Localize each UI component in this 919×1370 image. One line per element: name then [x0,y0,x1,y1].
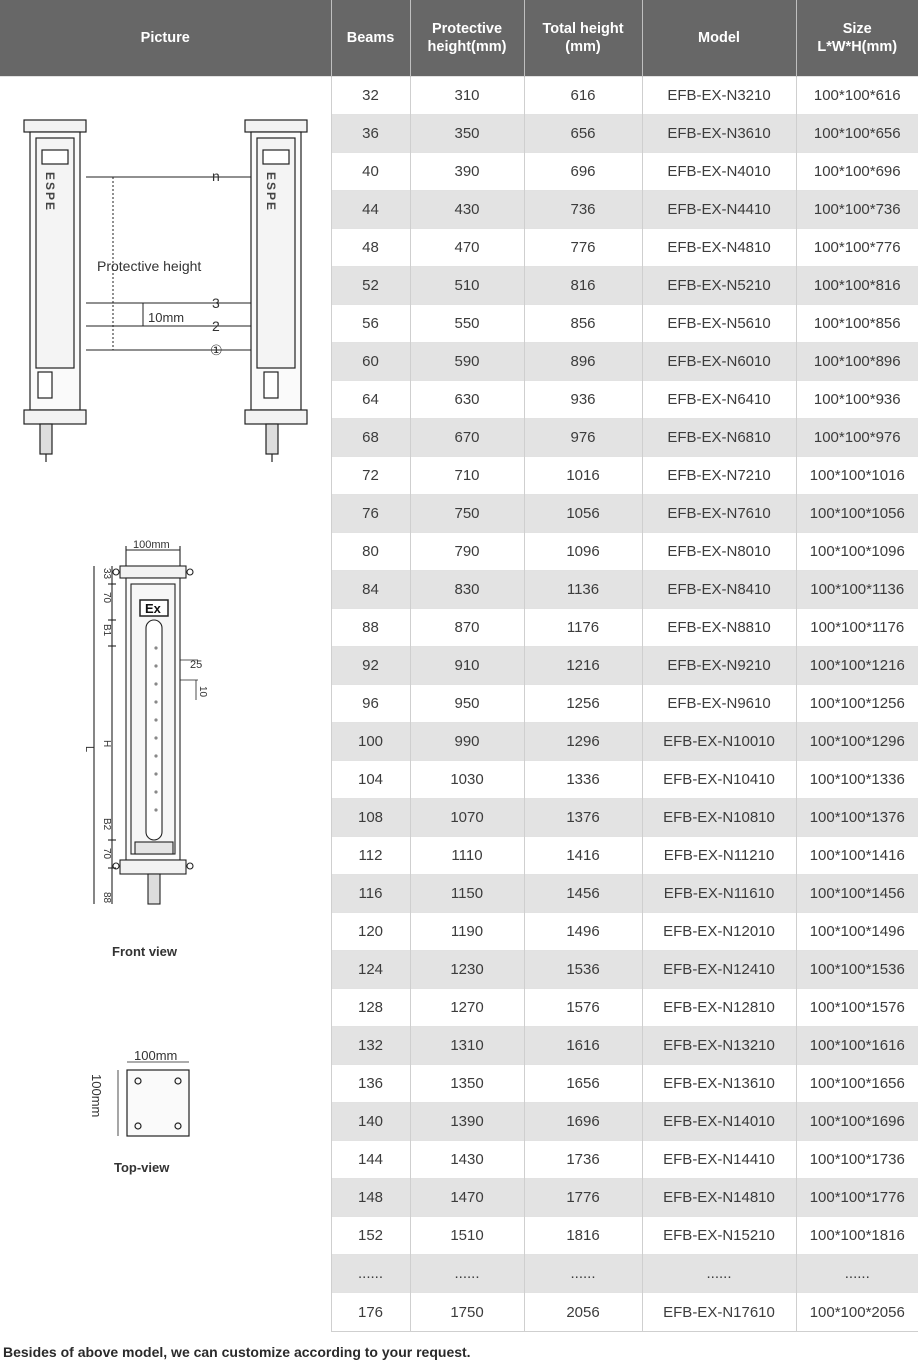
dim-l: L [83,746,95,753]
cell-beams: 68 [331,419,410,457]
cell-model: EFB-EX-N4810 [642,229,796,267]
cell-size: 100*100*776 [796,229,918,267]
cell-total: 696 [524,153,642,191]
cell-total: 896 [524,343,642,381]
cell-size: 100*100*1456 [796,875,918,913]
cell-total: 1536 [524,951,642,989]
cell-model: EFB-EX-N10010 [642,723,796,761]
header-size-line2: L*W*H(mm) [817,39,898,55]
cell-total: 1056 [524,495,642,533]
cell-beams: 136 [331,1065,410,1103]
header-total-height [524,0,642,77]
cell-protective: 350 [410,115,524,153]
product-diagrams [0,0,331,1329]
top-width-label: 100mm [134,1048,178,1063]
cell-total: 1176 [524,609,642,647]
cell-total: 936 [524,381,642,419]
cell-size: 100*100*936 [796,381,918,419]
cell-model: EFB-EX-N14410 [642,1141,796,1179]
cell-model: EFB-EX-N13210 [642,1027,796,1065]
cell-model: EFB-EX-N17610 [642,1293,796,1332]
cell-beams: 124 [331,951,410,989]
cell-protective: 1190 [410,913,524,951]
cell-beams: 96 [331,685,410,723]
cell-model: EFB-EX-N6810 [642,419,796,457]
cell-total: 1496 [524,913,642,951]
dim-33: 33 [101,568,112,580]
cell-protective: 1270 [410,989,524,1027]
header-size-line1: Size [842,21,872,37]
cell-total: 1216 [524,647,642,685]
dim-70-bottom: 70 [101,848,112,860]
cell-protective: 830 [410,571,524,609]
cell-beams: 76 [331,495,410,533]
cell-beams: 112 [331,837,410,875]
cell-protective: 670 [410,419,524,457]
cell-total: 656 [524,115,642,153]
dim-b2: B2 [101,818,112,831]
cell-size: 100*100*1616 [796,1027,918,1065]
cell-model: EFB-EX-N13610 [642,1065,796,1103]
cell-size: 100*100*1336 [796,761,918,799]
cell-protective: 1070 [410,799,524,837]
cell-total: 776 [524,229,642,267]
cell-protective: 510 [410,267,524,305]
cell-size: 100*100*1816 [796,1217,918,1255]
header-beams: Beams [331,0,410,77]
espe-label-right: ESPE [264,172,278,213]
cell-protective: 1230 [410,951,524,989]
cell-size: 100*100*1216 [796,647,918,685]
top-depth-label: 100mm [89,1074,104,1118]
pitch-label: 25 [190,659,203,671]
protective-height-label: Protective height [97,258,202,274]
cell-beams: 64 [331,381,410,419]
cell-protective: 430 [410,191,524,229]
cell-model: EFB-EX-N15210 [642,1217,796,1255]
cell-beams: 132 [331,1027,410,1065]
cell-model: EFB-EX-N9210 [642,647,796,685]
top-view-diagram [118,1062,189,1136]
cell-protective: 950 [410,685,524,723]
cell-beams: 56 [331,305,410,343]
cell-model: EFB-EX-N5610 [642,305,796,343]
cell-model: EFB-EX-N6010 [642,343,796,381]
cell-protective: 550 [410,305,524,343]
cell-total: 856 [524,305,642,343]
beam-mark-2: 2 [212,318,220,334]
dim-h: H [101,740,112,748]
cell-protective: ...... [410,1255,524,1293]
cell-protective: 710 [410,457,524,495]
cell-beams: 80 [331,533,410,571]
cell-beams: 88 [331,609,410,647]
cell-total: 1656 [524,1065,642,1103]
cell-total: 2056 [524,1293,642,1332]
cell-model: EFB-EX-N12810 [642,989,796,1027]
top-view-caption: Top-view [114,1160,170,1175]
cell-beams: 40 [331,153,410,191]
cell-beams: 116 [331,875,410,913]
cell-protective: 1510 [410,1217,524,1255]
cell-beams: 32 [331,77,410,115]
header-total-line1: Total height [542,21,624,37]
header-picture: Picture [0,0,331,77]
cell-total: 1256 [524,685,642,723]
cell-size: 100*100*1496 [796,913,918,951]
cell-beams: 100 [331,723,410,761]
cell-protective: 1750 [410,1293,524,1332]
cell-protective: 870 [410,609,524,647]
cell-total: 1696 [524,1103,642,1141]
cell-protective: 1150 [410,875,524,913]
cell-protective: 1310 [410,1027,524,1065]
header-protective-line1: Protective [431,21,503,37]
cell-model: EFB-EX-N12010 [642,913,796,951]
cell-protective: 310 [410,77,524,115]
cell-model: EFB-EX-N6410 [642,381,796,419]
cell-size: 100*100*1136 [796,571,918,609]
cell-protective: 1470 [410,1179,524,1217]
beam-mark-3: 3 [212,295,220,311]
cell-beams: 144 [331,1141,410,1179]
beam-mark-1: ① [210,342,223,358]
cell-size: 100*100*896 [796,343,918,381]
cell-size: 100*100*1096 [796,533,918,571]
cell-size: 100*100*736 [796,191,918,229]
cell-beams: 72 [331,457,410,495]
cell-total: 1136 [524,571,642,609]
cell-size: 100*100*856 [796,305,918,343]
cell-protective: 1030 [410,761,524,799]
cell-total: 736 [524,191,642,229]
cell-protective: 1390 [410,1103,524,1141]
cell-size: 100*100*1736 [796,1141,918,1179]
cell-beams: 48 [331,229,410,267]
cell-protective: 910 [410,647,524,685]
cell-beams: 128 [331,989,410,1027]
cell-beams: 152 [331,1217,410,1255]
cell-model: EFB-EX-N10810 [642,799,796,837]
cell-model: EFB-EX-N8410 [642,571,796,609]
front-width-label: 100mm [133,539,170,551]
cell-beams: 36 [331,115,410,153]
cell-size: 100*100*1576 [796,989,918,1027]
cell-total: 1376 [524,799,642,837]
cell-total: 1456 [524,875,642,913]
cell-model: EFB-EX-N8810 [642,609,796,647]
cell-size: 100*100*656 [796,115,918,153]
cell-model: EFB-EX-N14010 [642,1103,796,1141]
cell-size: 100*100*1536 [796,951,918,989]
cell-size: ...... [796,1255,918,1293]
lens-label: 10 [197,686,208,698]
espe-label-left: ESPE [43,172,57,213]
cell-total: 1016 [524,457,642,495]
cell-size: 100*100*1656 [796,1065,918,1103]
cell-size: 100*100*2056 [796,1293,918,1332]
cell-size: 100*100*1776 [796,1179,918,1217]
cell-beams: 104 [331,761,410,799]
cell-protective: 1110 [410,837,524,875]
cell-total: 1296 [524,723,642,761]
cell-total: 1736 [524,1141,642,1179]
cell-size: 100*100*696 [796,153,918,191]
ex-label: Ex [145,601,161,616]
cell-model: EFB-EX-N4010 [642,153,796,191]
cell-total: 616 [524,77,642,115]
cell-protective: 1430 [410,1141,524,1179]
cell-model: EFB-EX-N9610 [642,685,796,723]
front-view-caption: Front view [112,944,178,959]
cell-protective: 470 [410,229,524,267]
cell-beams: 108 [331,799,410,837]
cell-beams: 120 [331,913,410,951]
cell-model: EFB-EX-N3210 [642,77,796,115]
header-protective-height [410,0,524,77]
cell-size: 100*100*1416 [796,837,918,875]
cell-model: EFB-EX-N14810 [642,1179,796,1217]
cell-total: 1416 [524,837,642,875]
spacing-label: 10mm [148,310,185,325]
cell-model: EFB-EX-N7610 [642,495,796,533]
header-protective-line2: height(mm) [427,39,507,55]
cell-beams: 52 [331,267,410,305]
cell-protective: 390 [410,153,524,191]
cell-model: EFB-EX-N11610 [642,875,796,913]
cell-beams: 176 [331,1293,410,1332]
cell-size: 100*100*1176 [796,609,918,647]
cell-protective: 1350 [410,1065,524,1103]
cell-size: 100*100*816 [796,267,918,305]
cell-beams: 60 [331,343,410,381]
cell-beams: 140 [331,1103,410,1141]
cell-total: 1776 [524,1179,642,1217]
cell-model: ...... [642,1255,796,1293]
dim-70-top: 70 [101,592,112,604]
cell-protective: 790 [410,533,524,571]
cell-model: EFB-EX-N8010 [642,533,796,571]
cell-total: 1816 [524,1217,642,1255]
cell-size: 100*100*1696 [796,1103,918,1141]
cell-size: 100*100*616 [796,77,918,115]
dim-b1: B1 [101,624,112,637]
cell-total: ...... [524,1255,642,1293]
cell-model: EFB-EX-N12410 [642,951,796,989]
footnote: Besides of above model, we can customize according to your request. [3,1344,471,1360]
cell-beams: 92 [331,647,410,685]
cell-total: 1616 [524,1027,642,1065]
cell-beams: 84 [331,571,410,609]
cell-beams: 44 [331,191,410,229]
cell-model: EFB-EX-N7210 [642,457,796,495]
cell-total: 1576 [524,989,642,1027]
cell-protective: 590 [410,343,524,381]
cell-beams: 148 [331,1179,410,1217]
cell-total: 816 [524,267,642,305]
cell-model: EFB-EX-N3610 [642,115,796,153]
cell-total: 1096 [524,533,642,571]
cell-size: 100*100*1056 [796,495,918,533]
cell-size: 100*100*1296 [796,723,918,761]
cell-model: EFB-EX-N4410 [642,191,796,229]
cell-size: 100*100*1376 [796,799,918,837]
dim-88: 88 [101,892,112,904]
beam-mark-n: n [212,168,220,184]
header-model: Model [642,0,796,77]
cell-size: 100*100*1016 [796,457,918,495]
cell-protective: 750 [410,495,524,533]
cell-model: EFB-EX-N5210 [642,267,796,305]
cell-beams: ...... [331,1255,410,1293]
cell-total: 1336 [524,761,642,799]
cell-total: 976 [524,419,642,457]
cell-model: EFB-EX-N11210 [642,837,796,875]
cell-protective: 630 [410,381,524,419]
header-size [796,0,918,77]
cell-protective: 990 [410,723,524,761]
cell-size: 100*100*1256 [796,685,918,723]
cell-size: 100*100*976 [796,419,918,457]
header-total-line2: (mm) [565,39,601,55]
cell-model: EFB-EX-N10410 [642,761,796,799]
